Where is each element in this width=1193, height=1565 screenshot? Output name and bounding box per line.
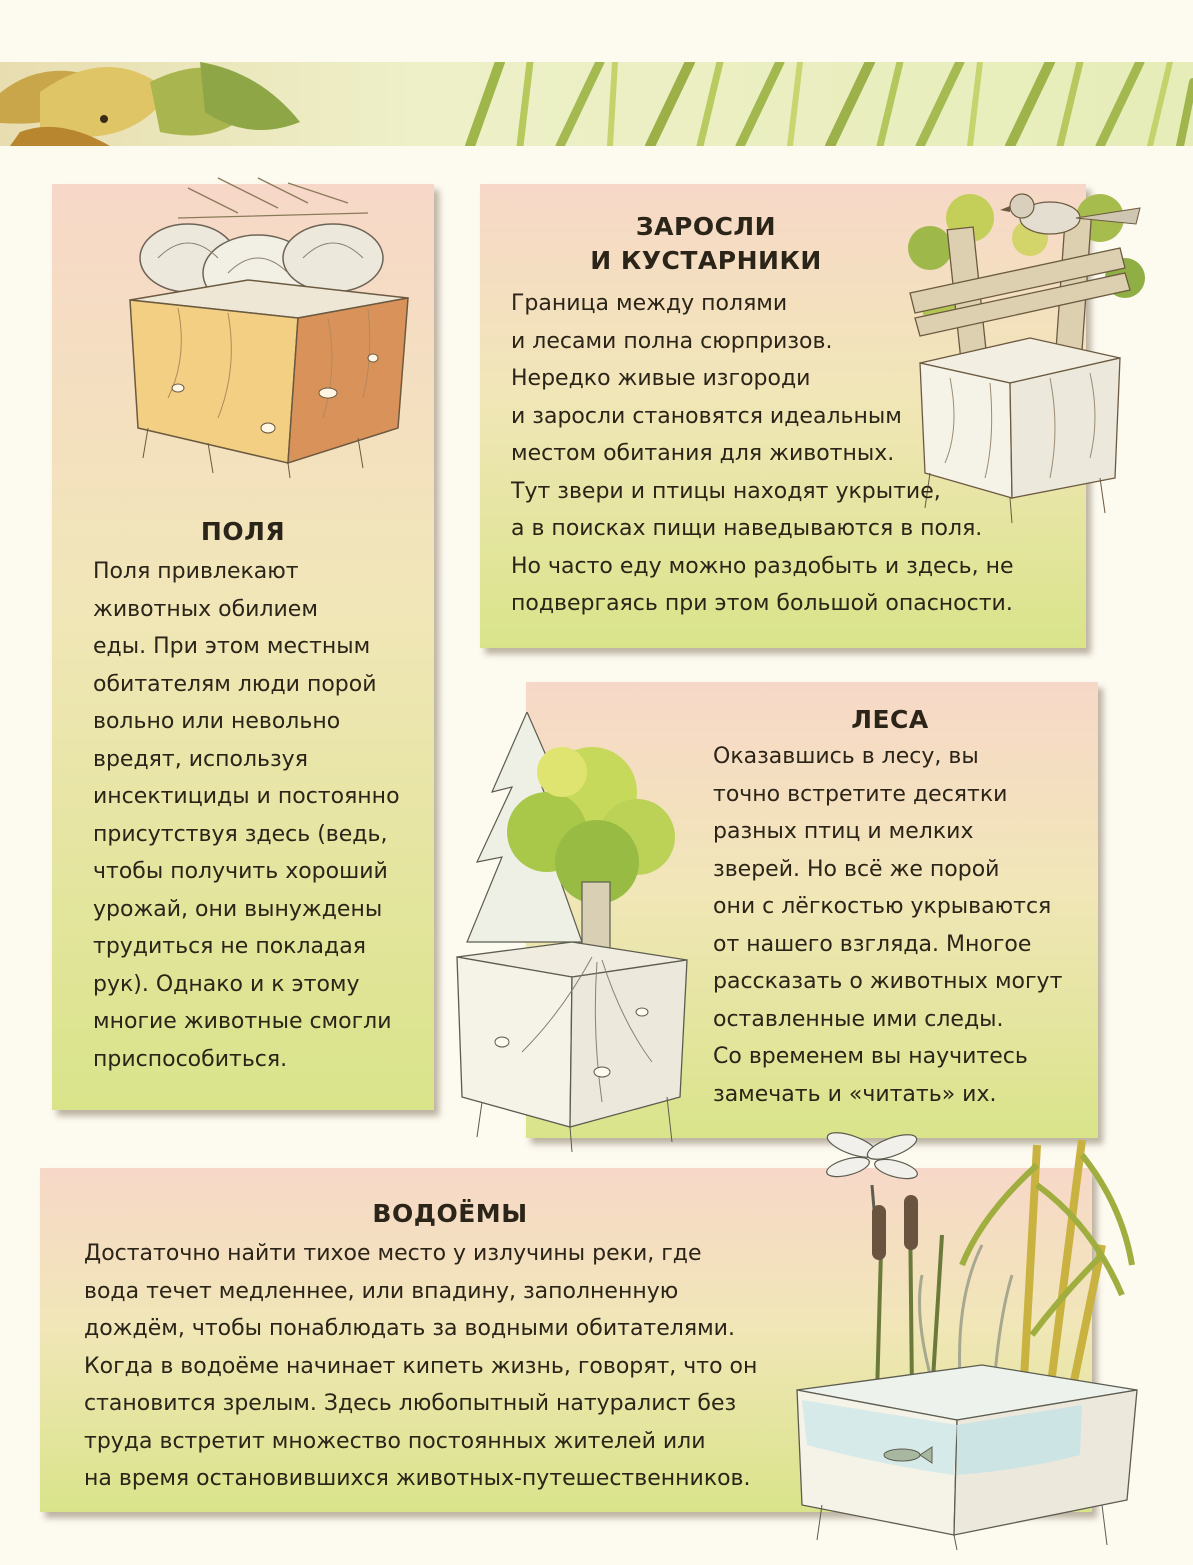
forests-text bbox=[713, 738, 1062, 1113]
text-line: инсектициды и постоянно bbox=[93, 784, 400, 809]
thickets-title-line: И КУСТАРНИКИ bbox=[590, 246, 822, 275]
text-line: труда встретит множество постоянных жителей или bbox=[84, 1428, 706, 1454]
top-banner-illustration bbox=[0, 62, 1193, 146]
text-line: трудиться не покладая bbox=[93, 934, 366, 959]
text-line: Поля привлекают bbox=[93, 559, 299, 584]
fields-text bbox=[93, 553, 400, 1078]
text-line: зверей. Но всё же порой bbox=[713, 856, 1000, 882]
text-line: и заросли становятся идеальным bbox=[511, 403, 902, 429]
text-line: от нашего взгляда. Многое bbox=[713, 931, 1032, 957]
text-line: на время остановившихся животных-путешественников. bbox=[84, 1466, 751, 1491]
text-line: становится зрелым. Здесь любопытный натуралист без bbox=[84, 1391, 737, 1416]
text-line: Когда в водоёме начинает кипеть жизнь, говорят, что он bbox=[84, 1353, 758, 1379]
text-line: Достаточно найти тихое место у излучины реки, где bbox=[84, 1241, 702, 1266]
text-line: а в поисках пищи наведываются в поля. bbox=[511, 516, 983, 541]
ponds-text bbox=[84, 1235, 757, 1498]
text-line: вода течет медленнее, или впадину, заполненную bbox=[84, 1278, 679, 1304]
text-line: рассказать о животных могут bbox=[713, 969, 1063, 994]
field-soil-block-illustration bbox=[118, 158, 418, 480]
text-line: разных птиц и мелких bbox=[713, 819, 974, 844]
text-line: Но часто еду можно раздобыть и здесь, не bbox=[511, 553, 1014, 579]
forest-soil-block-illustration bbox=[452, 712, 692, 1157]
text-line: они с лёгкостью укрываются bbox=[713, 894, 1052, 919]
text-line: оставленные ими следы. bbox=[713, 1006, 1004, 1032]
text-line: Со временем вы научитесь bbox=[713, 1044, 1028, 1069]
text-line: животных обилием bbox=[93, 596, 318, 622]
text-line: дождём, чтобы понаблюдать за водными обитателями. bbox=[84, 1316, 735, 1341]
text-line: подвергаясь при этом большой опасности. bbox=[511, 591, 1013, 616]
text-line: Граница между полями bbox=[511, 291, 788, 316]
thickets-title-line: ЗАРОСЛИ bbox=[635, 212, 777, 241]
text-line: точно встретите десятки bbox=[713, 781, 1008, 807]
text-line: Оказавшись в лесу, вы bbox=[713, 744, 979, 769]
text-line: обитателям люди порой bbox=[93, 671, 377, 697]
fields-title: ПОЛЯ bbox=[200, 517, 286, 546]
text-line: местом обитания для животных. bbox=[511, 441, 895, 466]
text-line: еды. При этом местным bbox=[93, 634, 371, 659]
ponds-title: ВОДОЁМЫ bbox=[372, 1199, 528, 1228]
text-line: Тут звери и птицы находят укрытие, bbox=[511, 478, 941, 504]
text-line: урожай, они вынуждены bbox=[93, 896, 383, 922]
text-line: Нередко живые изгороди bbox=[511, 366, 811, 391]
text-line: вольно или невольно bbox=[93, 709, 341, 734]
pond-soil-block-illustration bbox=[782, 1125, 1152, 1550]
text-line: чтобы получить хороший bbox=[93, 859, 388, 884]
text-line: и лесами полна сюрпризов. bbox=[511, 328, 833, 354]
text-line: замечать и «читать» их. bbox=[713, 1081, 997, 1107]
text-line: вредят, используя bbox=[93, 746, 308, 772]
text-line: приспособиться. bbox=[93, 1046, 288, 1072]
thickets-text bbox=[511, 285, 1014, 623]
thickets-title bbox=[556, 210, 856, 278]
text-line: многие животные смогли bbox=[93, 1009, 392, 1034]
text-line: присутствуя здесь (ведь, bbox=[93, 821, 388, 847]
forests-title: ЛЕСА bbox=[851, 705, 929, 734]
text-line: рук). Однако и к этому bbox=[93, 971, 360, 997]
